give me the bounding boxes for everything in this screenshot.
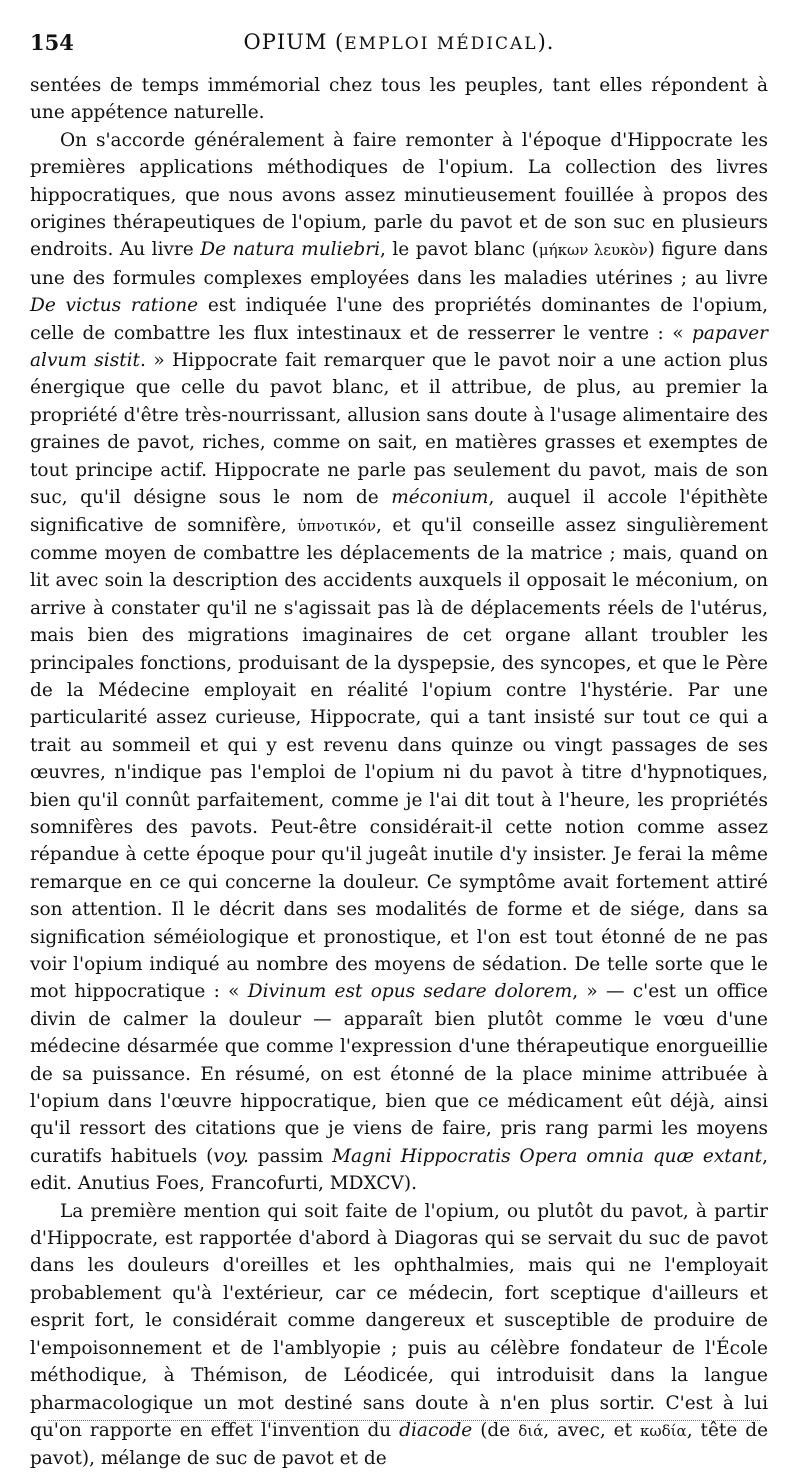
greek-dia: διά (518, 1421, 544, 1440)
greek-kodia: κωδία (640, 1421, 687, 1440)
title-magni-hippocratis: Magni Hippocratis Opera omnia quæ extant (332, 1145, 763, 1167)
page-number: 154 (30, 30, 74, 55)
term-meconium: méconium (391, 487, 489, 509)
footer-dotted-rule (48, 1420, 760, 1422)
title-de-natura-muliebri: De natura muliebri (200, 239, 380, 261)
quote-divinum: Divinum est opus sedare dolorem (247, 981, 573, 1003)
book-page (30, 30, 768, 1473)
greek-hypnotikon: ὑπνοτικόν (297, 516, 377, 535)
running-title-subtitle: EMPLOI MÉDICAL (344, 34, 538, 54)
body-text (30, 72, 768, 1473)
abbr-voy: voy. (213, 1145, 249, 1167)
paragraph-3: La première mention qui soit faite de l'opium, ou plutôt du pavot, à partir d'Hippocrate, est rapportée d'abord à Diagoras qui se servait du suc de pavot dans les douleurs d'oreilles et les ophthalmies, mais qui ne l'employait probablement qu'à l'extérieur, car ce médecin, fort sceptique d'ailleurs et esprit fort, le considérait comme dangereux et susceptible de produire de l'empoisonnement et de l'amblyopie ; puis au célèbre fondateur de l'École méthodique, à Thémison, de Léodicée, qui introduisit dans la langue pharmacologique un mot destiné sans doute à n'en plus sortir. C'est à lui qu'on rapporte en effet l'invention du diacode (de διά, avec, et κωδία, tête de pavot), mélange de suc de pavot et de (30, 1200, 769, 1470)
running-title-end: ). (537, 30, 555, 54)
quote-papaver: papaver alvum sistit (30, 322, 768, 372)
running-title (30, 30, 768, 54)
term-diacode: diacode (399, 1419, 473, 1441)
page-header (30, 30, 768, 60)
title-de-victus-ratione: De victus ratione (30, 295, 199, 317)
paragraph-1: sentées de temps immémorial chez tous les peuples, tant elles répondent à une appétence naturelle. (30, 75, 768, 124)
paragraph-2: On s'accorde généralement à faire remonter à l'époque d'Hippocrate les premières applications méthodiques de l'opium. La collection des livres hippocratiques, que nous avons assez minutieusement fouillée à propos des origines thérapeutiques de l'opium, parle du pavot et de son suc en plusieurs endroits. Au livre De natura muliebri, le pavot blanc (μήκων λευκὸν) figure dans une des formules complexes employées dans les maladies utérines ; au livre De victus ratione est indiquée l'une des propriétés dominantes de l'opium, celle de combattre les flux intestinaux et de resserrer le ventre : « papaver alvum sistit. » Hippocrate fait remarquer que le pavot noir a une action plus énergique que celle du pavot blanc, et il attribue, de plus, au premier la propriété d'être très-nourrissant, allusion sans doute à l'usage alimentaire des graines de pavot, riches, comme on sait, en matières grasses et exemptes de tout principe actif. Hippocrate ne parle pas seulement du pavot, mais de son suc, qu'il désigne sous le nom de méconium, auquel il accole l'épithète significative de somnifère, ὑπνοτικόν, et qu'il conseille assez singulièrement comme moyen de combattre les déplacements de la matrice ; mais, quand on lit avec soin la description des accidents auxquels il opposait le méconium, on arrive à constater qu'il ne s'agissait pas là de déplacements réels de l'utérus, mais bien des migrations imaginaires de cet organe allant troubler les principales fonctions, produisant de la dyspepsie, des syncopes, et que le Père de la Médecine employait en réalité l'opium contre l'hystérie. Par une particularité assez curieuse, Hippocrate, qui a tant insisté sur tout ce qui a trait au sommeil et qui y est revenu dans quinze ou vingt passages de ses œuvres, n'indique pas l'emploi de l'opium ni du pavot à titre d'hypnotiques, bien qu'il connût parfaitement, comme je l'ai dit tout à l'heure, les propriétés somnifères des pavots. Peut-être considérait-il cette notion comme assez répandue à cette époque pour qu'il jugeât inutile d'y insister. Je ferai la même remarque en ce qui concerne la douleur. Ce symptôme avait fortement attiré son attention. Il le décrit dans ses modalités de forme et de siége, dans sa signification séméiologique et pronostique, et l'on est tout étonné de ne pas voir l'opium indiqué au nombre des moyens de sédation. De telle sorte que le mot hippocratique : « Divinum est opus sedare dolorem, » — c'est un office divin de calmer la douleur — apparaît bien plutôt comme le vœu d'une médecine désarmée que comme l'expression d'une thérapeutique enorgueillie de sa puissance. En résumé, on est étonné de la place minime attribuée à l'opium dans l'œuvre hippocratique, bien que ce médicament eût déjà, ainsi qu'il ressort des citations que je viens de faire, pris rang parmi les moyens curatifs habituels (voy. passim Magni Hippocratis Opera omnia quæ extant, edit. Anutius Foes, Francofurti, MDXCV). (30, 129, 769, 1195)
greek-mekon-leukon: μήκων λευκὸν (538, 241, 648, 260)
running-title-main: OPIUM ( (243, 30, 345, 54)
